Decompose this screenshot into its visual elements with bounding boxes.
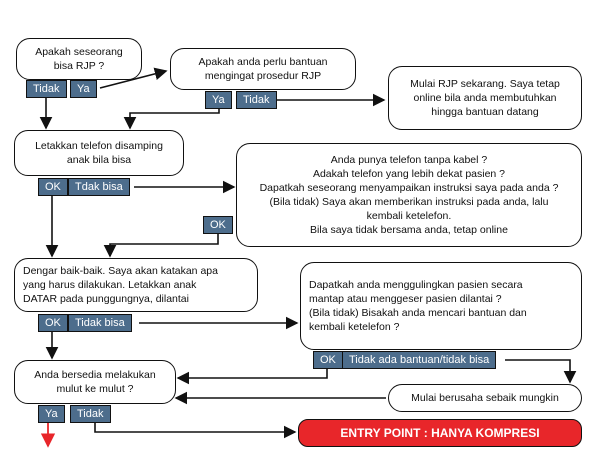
entry-point-banner: ENTRY POINT : HANYA KOMPRESI xyxy=(298,419,582,447)
listen-ok-button[interactable]: OK xyxy=(38,314,68,332)
question-can-cpr: Apakah seseorang bisa RJP ? xyxy=(16,38,142,80)
place-phone-box: Letakkan telefon disamping anak bila bisa xyxy=(14,130,184,176)
cordless-ok-button[interactable]: OK xyxy=(203,216,233,234)
mouth-yes-button[interactable]: Ya xyxy=(38,405,65,423)
q2-no-button[interactable]: Tidak xyxy=(236,91,277,109)
start-cpr-box: Mulai RJP sekarang. Saya tetap online bila anda membutuhkan hingga bantuan datang xyxy=(388,66,582,130)
question-need-help: Apakah anda perlu bantuan mengingat prosedur RJP xyxy=(170,48,356,90)
mouth-no-button[interactable]: Tidak xyxy=(70,405,111,423)
cordless-phone-box: Anda punya telefon tanpa kabel ? Adakah telefon yang lebih dekat pasien ? Dapatkah seseorang menyampaikan instruksi saya pada anda ? (Bila tidak) Saya akan memberikan instruksi pada anda, lalu kembali ketelefon. Bila saya tidak bersama anda, tetap online xyxy=(236,143,582,247)
roll-ok-button[interactable]: OK xyxy=(313,351,343,369)
q1-no-button[interactable]: Tidak xyxy=(26,80,67,98)
place-cannot-button[interactable]: Tdak bisa xyxy=(68,178,130,196)
place-ok-button[interactable]: OK xyxy=(38,178,68,196)
q1-yes-button[interactable]: Ya xyxy=(70,80,97,98)
listen-box: Dengar baik-baik. Saya akan katakan apa yang harus dilakukan. Letakkan anak DATAR pada punggungnya, dilantai xyxy=(14,258,258,312)
try-best-box: Mulai berusaha sebaik mungkin xyxy=(388,384,582,412)
listen-cannot-button[interactable]: Tidak bisa xyxy=(68,314,132,332)
q2-yes-button[interactable]: Ya xyxy=(205,91,232,109)
roll-patient-box: Dapatkah anda menggulingkan pasien secara mantap atau menggeser pasien dilantai ? (Bila tidak) Bisakah anda mencari bantuan dan kembali ketelefon ? xyxy=(300,262,582,350)
mouth-to-mouth-box: Anda bersedia melakukan mulut ke mulut ? xyxy=(14,360,176,404)
roll-no-help-button[interactable]: Tidak ada bantuan/tidak bisa xyxy=(342,351,496,369)
